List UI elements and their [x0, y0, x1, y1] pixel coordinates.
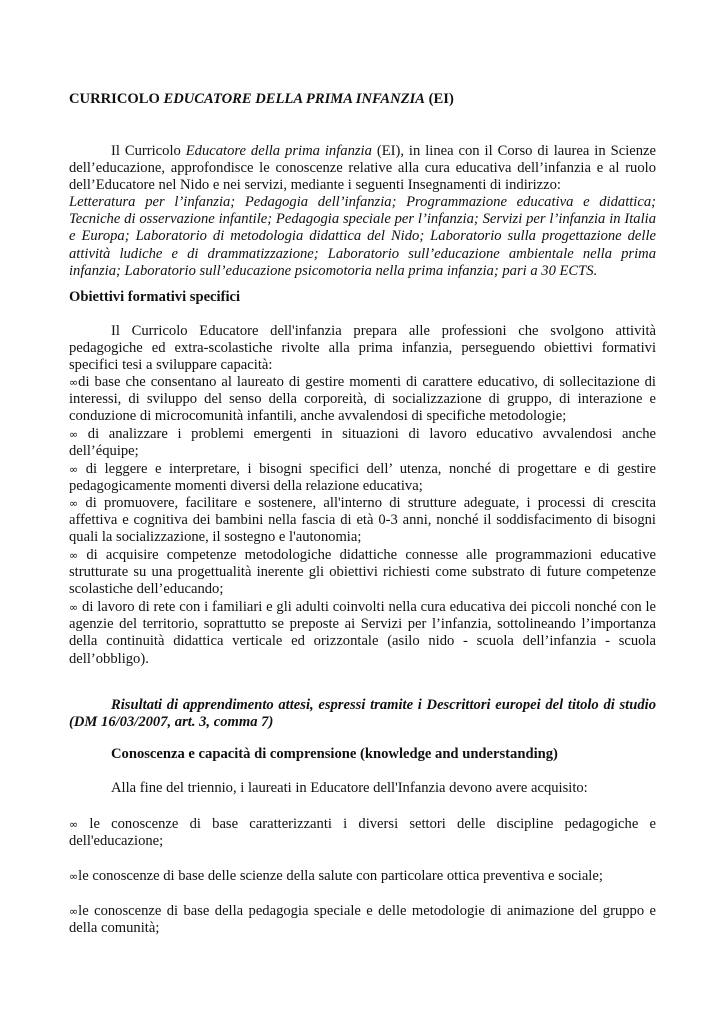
objectives-intro: Il Curricolo Educatore dell'infanzia prepara alle professioni che svolgono attività pedagogiche ed extra-scolastiche rivolte alla prima infanzia, perseguendo obiettivi formativi specifici tesi a sviluppare capacità: — [69, 323, 656, 374]
intro-paragraph: Il Curricolo Educatore della prima infanzia (EI), in linea con il Corso di laurea in Scienze dell’educazione, approfondisce le conoscenze relative alla cura educativa dell’infanzia e al ruolo dell’Educatore nel Nido e nei servizi, mediante i seguenti Insegnamenti di indirizzo: — [69, 143, 656, 194]
objective-item: ∞di base che consentano al laureato di gestire momenti di carattere educativo, di sollecitazione di interessi, di sviluppo del senso della corporeità, di socializzazione di gruppo, di interazione e conduzione di microcomunità infantili, anche avvalendosi di specifiche metodologie; — [69, 374, 656, 425]
infinity-bullet-icon: ∞ — [69, 905, 79, 918]
infinity-bullet-icon: ∞ — [69, 549, 79, 562]
infinity-bullet-icon: ∞ — [69, 376, 79, 389]
knowledge-item: ∞le conoscenze di base della pedagogia speciale e delle metodologie di animazione del gruppo e della comunità; — [69, 903, 656, 937]
knowledge-subheading: Conoscenza e capacità di comprensione (knowledge and understanding) — [111, 746, 558, 762]
infinity-bullet-icon: ∞ — [69, 428, 79, 441]
infinity-bullet-icon: ∞ — [69, 818, 79, 831]
infinity-bullet-icon: ∞ — [69, 601, 79, 614]
knowledge-item: ∞ le conoscenze di base caratterizzanti i diversi settori delle discipline pedagogiche e dell'educazione; — [69, 816, 656, 850]
objectives-heading: Obiettivi formativi specifici — [69, 289, 241, 305]
courses-list: Letteratura per l’infanzia; Pedagogia dell’infanzia; Programmazione educativa e didattica; Tecniche di osservazione infantile; Pedagogia speciale per l’infanzia; Servizi per l’infanzia in Italia e Europa; Laboratorio di metodologia didattica del Nido; Laboratorio sulla progettazione delle attività ludiche e di drammatizzazione; Laboratorio sull’educazione ambientale nella prima infanzia; Laboratorio sull’educazione psicomotoria nella prima infanzia; pari a 30 ECTS. — [69, 194, 656, 279]
objective-item: ∞ di promuovere, facilitare e sostenere, all'interno di strutture adeguate, i processi di crescita affettiva e cognitiva dei bambini nella fascia di età 0-3 anni, nonché il soddisfacimento di bisogni quali la socializzazione, il sostegno e l'autonomia; — [69, 495, 656, 546]
document-title: CURRICOLO EDUCATORE DELLA PRIMA INFANZIA (EI) — [69, 91, 454, 107]
objective-item: ∞ di lavoro di rete con i familiari e gli adulti coinvolti nella cura educativa dei piccoli nonché con le agenzie del territorio, soprattutto se preposte ai Servizi per l’infanzia, sottolineando l’importanza della continuità didattica verticale ed orizzontale (asilo nido - scuola dell’infanzia - scuola dell’obbligo). — [69, 599, 656, 667]
infinity-bullet-icon: ∞ — [69, 497, 79, 510]
objective-item: ∞ di analizzare i problemi emergenti in situazioni di lavoro educativo avvalendosi anche dell’équipe; — [69, 426, 656, 460]
results-intro: Alla fine del triennio, i laureati in Educatore dell'Infanzia devono avere acquisito: — [111, 780, 588, 796]
infinity-bullet-icon: ∞ — [69, 463, 79, 476]
knowledge-item: ∞le conoscenze di base delle scienze della salute con particolare ottica preventiva e sociale; — [69, 868, 603, 884]
results-heading: Risultati di apprendimento attesi, espressi tramite i Descrittori europei del titolo di studio (DM 16/03/2007, art. 3, comma 7) — [69, 697, 656, 731]
objective-item: ∞ di leggere e interpretare, i bisogni specifici dell’ utenza, nonché di progettare e di gestire pedagogicamente momenti diversi della relazione educativa; — [69, 461, 656, 495]
objective-item: ∞ di acquisire competenze metodologiche didattiche connesse alle programmazioni educative strutturate su una progettualità inerente gli obiettivi richiesti come substrato di future competenze scolastiche dell’educando; — [69, 547, 656, 598]
infinity-bullet-icon: ∞ — [69, 870, 79, 883]
